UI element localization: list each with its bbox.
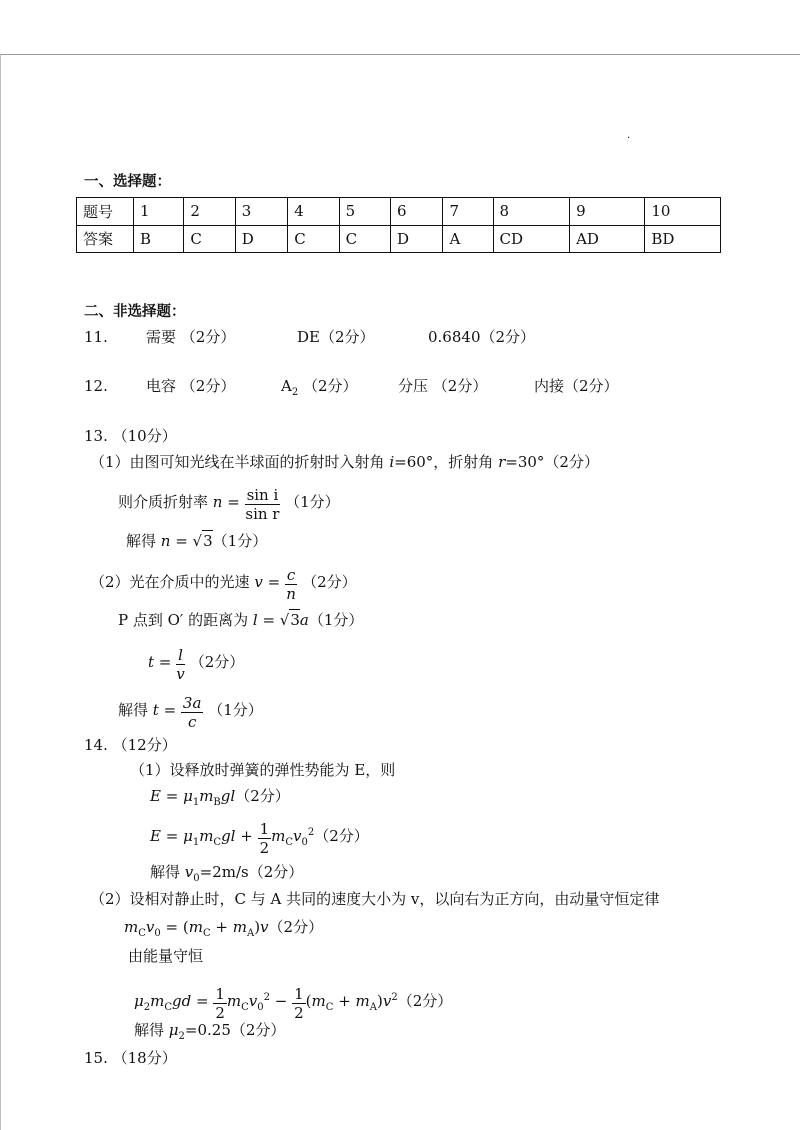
section2-title: 二、非选择题： — [84, 304, 186, 320]
q12-answer-c: 分压 （2分） — [398, 377, 488, 395]
q12-answer-a: 电容 （2分） — [146, 377, 236, 395]
q11-answer-c: 0.6840（2分） — [428, 328, 536, 346]
table-cell: 9 — [570, 198, 645, 226]
page-border-top — [0, 54, 800, 55]
q14-line6: $m_Cv_0 = (m_C + m_A)v(2$分） — [124, 918, 324, 939]
q13-line4: （2）光在介质中的光速 v = $\frac{c}{n}$ （2分） — [90, 566, 357, 603]
table-header-cell: 答案 — [77, 225, 134, 253]
table-cell: A — [443, 225, 493, 253]
q11-number: 11. — [84, 328, 108, 346]
table-cell: C — [288, 225, 339, 253]
table-cell: 8 — [493, 198, 570, 226]
table-cell: C — [184, 225, 235, 253]
q12-answer-d: 内接（2分） — [534, 377, 619, 395]
table-cell: BD — [645, 225, 721, 253]
table-cell: 6 — [390, 198, 443, 226]
q14-line1: （1）设释放时弹簧的弹性势能为 E，则 — [130, 761, 396, 779]
q14-header: 14. （12分） — [84, 736, 177, 754]
table-cell: B — [134, 225, 184, 253]
q14-line4: 解得 $v_0=2m/s(2$分） — [150, 863, 304, 884]
stray-mark: · — [627, 133, 631, 144]
table-cell: 5 — [339, 198, 390, 226]
table-cell: D — [390, 225, 443, 253]
section1-title: 一、选择题： — [84, 174, 171, 190]
q14-line5: （2）设相对静止时，C 与 A 共同的速度大小为 v，以向右为正方向，由动量守恒定律 — [90, 890, 660, 908]
page-border-left — [0, 54, 1, 1130]
q14-line8: $\mu_2m_Cgd$ = $\frac{1}{2}$ $m_Cv_0^2$ − $\frac{1}{2}$ $(m_C + m_A)v^2(2$分） — [134, 985, 453, 1022]
table-row-answers — [77, 225, 721, 253]
table-cell: 10 — [645, 198, 721, 226]
q13-line7: 解得 t = $\frac{3a}{c}$ （1分） — [118, 694, 263, 731]
table-cell: 2 — [184, 198, 235, 226]
q12-answer-b: $A_2$ （2分） — [281, 377, 358, 398]
table-cell: 3 — [235, 198, 288, 226]
q14-line9: 解得 $\mu_2=0.25(2$分） — [134, 1021, 286, 1042]
q11-answer-a: 需要 （2分） — [146, 328, 236, 346]
table-cell: 7 — [443, 198, 493, 226]
q13-line2: 则介质折射率 n = $\frac{\text{sin i}}{\text{sin r}}$ （1分） — [118, 486, 340, 523]
table-cell: AD — [570, 225, 645, 253]
table-cell: C — [339, 225, 390, 253]
table-cell: CD — [493, 225, 570, 253]
table-cell: 1 — [134, 198, 184, 226]
q14-line7: 由能量守恒 — [128, 947, 204, 965]
q13-line6: t = $\frac{l}{v}$ （2分） — [148, 646, 245, 683]
q12-number: 12. — [84, 377, 108, 395]
q13-line5: P 点到 O′ 的距离为 l = √3a（1分） — [118, 611, 364, 629]
answer-table — [76, 197, 721, 253]
table-row-numbers — [77, 198, 721, 226]
table-header-cell: 题号 — [77, 198, 134, 226]
q13-header: 13. （10分） — [84, 427, 177, 445]
q14-line2: $E = \mu_1m_Bgl(2$分） — [150, 787, 290, 808]
table-cell: 4 — [288, 198, 339, 226]
table-cell: D — [235, 225, 288, 253]
q15-header: 15. （18分） — [84, 1049, 177, 1067]
q13-line1: （1）由图可知光线在半球面的折射时入射角 i=60°，折射角 r=30°（2分） — [90, 453, 599, 471]
q13-line3: 解得 n = √3（1分） — [126, 532, 268, 550]
q14-line3: $E = \mu_1m_Cgl$ + $\frac{1}{2}$ $m_Cv_0^2(2$分） — [150, 820, 369, 857]
q11-answer-b: DE（2分） — [297, 328, 375, 346]
